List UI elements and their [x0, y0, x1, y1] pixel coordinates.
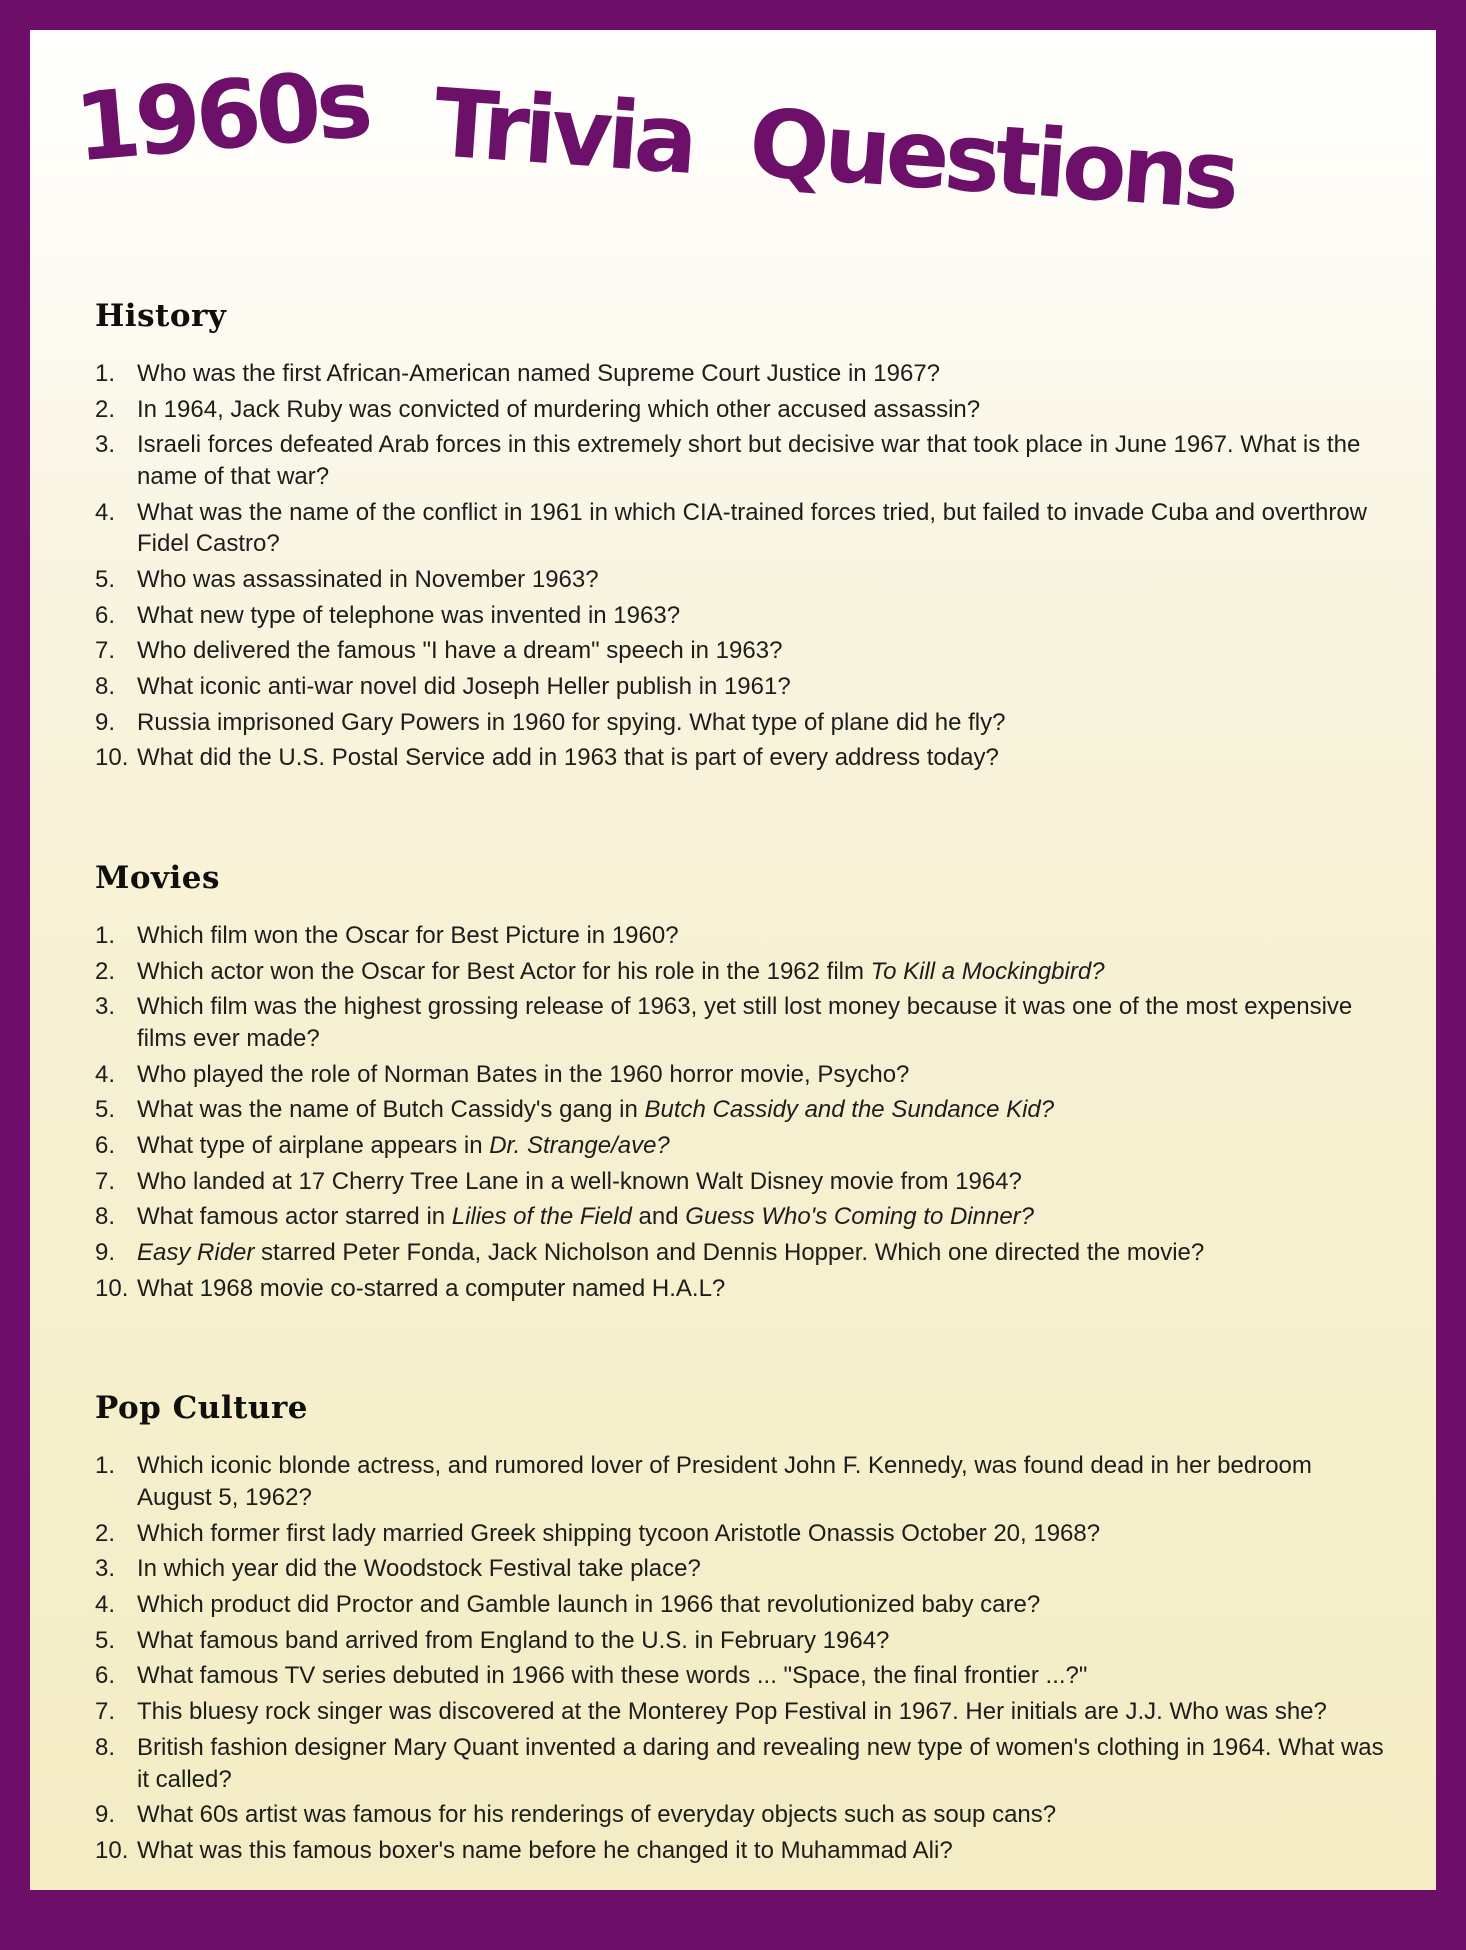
question-number: 1. [95, 1452, 116, 1480]
section-heading: History [95, 298, 227, 334]
question-item [95, 1518, 1390, 1550]
question-item [95, 956, 1390, 988]
question-segment: What famous band arrived from England to the U.S. in February 1964? [137, 1626, 890, 1654]
page-title [70, 49, 1390, 240]
question-segment-italic: Lilies of the Field [451, 1203, 632, 1231]
question-number: 9. [95, 708, 116, 736]
question-item [95, 1166, 1390, 1198]
question-item [95, 564, 1390, 596]
question-segment: Which actor won the Oscar for Best Actor for his role in the 1962 film [137, 957, 871, 985]
question-segment: What famous actor starred in [137, 1203, 452, 1231]
question-number: 9. [95, 1239, 116, 1267]
section-history [65, 298, 1390, 774]
question-item [95, 358, 1390, 390]
question-number: 10. [95, 744, 129, 772]
section-pop-culture [65, 1390, 1390, 1866]
question-text [137, 637, 782, 664]
question-text [137, 958, 1105, 985]
section-movies [65, 860, 1390, 1304]
question-item [95, 991, 1390, 1054]
question-number: 8. [95, 1733, 116, 1761]
question-list [65, 920, 1390, 1304]
question-segment: Who was assassinated in November 1963? [137, 566, 599, 594]
question-segment: Israeli forces defeated Arab forces in this extremely short but decisive war that took place in June 1967. What is the name of that war? [137, 431, 1361, 491]
question-text [137, 709, 1005, 736]
question-number: 6. [95, 1132, 116, 1160]
question-number: 3. [95, 993, 116, 1021]
question-text [137, 360, 940, 387]
question-segment: starred Peter Fonda, Jack Nicholson and Dennis Hopper. Which one directed the movie? [254, 1239, 1205, 1267]
question-text [137, 993, 1352, 1052]
question-number: 7. [95, 637, 116, 665]
question-text [137, 744, 999, 771]
question-segment: What new type of telephone was invented in 1963? [137, 601, 681, 629]
question-segment: What famous TV series debuted in 1966 with these words ... "Space, the final frontier ...?" [137, 1662, 1088, 1690]
question-segment: Who landed at 17 Cherry Tree Lane in a well-known Walt Disney movie from 1964? [137, 1167, 1022, 1195]
question-text [137, 1734, 1384, 1793]
question-segment: and [631, 1203, 686, 1231]
question-item [95, 1237, 1390, 1269]
question-text [137, 499, 1367, 558]
question-item [95, 1273, 1390, 1305]
question-text [137, 1698, 1327, 1725]
question-segment: In which year did the Woodstock Festival take place? [137, 1555, 701, 1583]
question-item [95, 1660, 1390, 1692]
question-segment: What did the U.S. Postal Service add in 1963 that is part of every address today? [137, 744, 999, 772]
question-number: 7. [95, 1698, 116, 1726]
question-number: 8. [95, 1203, 116, 1231]
question-item [95, 707, 1390, 739]
question-item [95, 1696, 1390, 1728]
section-heading: Movies [95, 860, 220, 897]
question-item [95, 1059, 1390, 1091]
question-item [95, 1094, 1390, 1126]
title-word-1960s: 1960s [70, 49, 372, 184]
question-text [137, 1662, 1087, 1689]
question-number: 2. [95, 957, 116, 985]
question-segment: Who delivered the famous "I have a dream" speech in 1963? [137, 637, 783, 665]
question-item [95, 429, 1390, 492]
question-number: 4. [95, 1060, 116, 1088]
question-segment: Russia imprisoned Gary Powers in 1960 for spying. What type of plane did he fly? [137, 708, 1006, 736]
question-item [95, 497, 1390, 560]
question-number: 9. [95, 1801, 116, 1829]
question-text [137, 1837, 953, 1864]
question-text [137, 1627, 889, 1654]
question-item [95, 671, 1390, 703]
question-number: 1. [95, 360, 116, 387]
question-text [137, 1275, 725, 1302]
question-text [137, 1591, 1040, 1618]
question-item [95, 1835, 1390, 1867]
question-item [95, 1625, 1390, 1657]
question-item [95, 920, 1390, 952]
question-text [137, 1801, 1056, 1828]
question-text [137, 1061, 909, 1088]
question-number: 6. [95, 601, 116, 629]
question-item [95, 1553, 1390, 1585]
question-segment: What was this famous boxer's name before he changed it to Muhammad Ali? [137, 1836, 953, 1864]
question-segment-italic: To Kill a Mockingbird? [870, 957, 1105, 985]
question-segment: Who was the first African-American named Supreme Court Justice in 1967? [137, 360, 941, 387]
question-number: 2. [95, 395, 116, 423]
question-number: 4. [95, 498, 116, 526]
question-text [137, 1452, 1312, 1511]
question-number: 5. [95, 1626, 116, 1654]
question-number: 3. [95, 431, 116, 459]
question-list [65, 1450, 1390, 1866]
question-item [95, 1799, 1390, 1831]
question-segment: What type of airplane appears in [137, 1132, 490, 1160]
question-number: 10. [95, 1274, 129, 1302]
question-number: 3. [95, 1555, 116, 1583]
question-segment: Which former first lady married Greek shipping tycoon Aristotle Onassis October 20, 1968? [137, 1519, 1101, 1547]
question-list [65, 358, 1390, 774]
question-segment-italic: Butch Cassidy and the Sundance Kid? [644, 1096, 1055, 1124]
question-segment-italic: Easy Rider [137, 1239, 255, 1267]
question-segment: Which product did Proctor and Gamble launch in 1966 that revolutionized baby care? [137, 1591, 1041, 1619]
question-number: 5. [95, 1096, 116, 1124]
question-text [137, 922, 679, 949]
question-segment: British fashion designer Mary Quant invented a daring and revealing new type of women's clothing in 1964. What was it called? [137, 1733, 1384, 1793]
question-segment: Which iconic blonde actress, and rumored lover of President John F. Kennedy, was found dead in her bedroom August 5, 1962? [137, 1452, 1312, 1512]
question-item [95, 600, 1390, 632]
question-number: 7. [95, 1167, 116, 1195]
question-segment: What iconic anti-war novel did Joseph Heller publish in 1961? [137, 673, 791, 701]
title-word-questions: Questions [746, 89, 1239, 232]
question-segment: Which film won the Oscar for Best Picture in 1960? [137, 922, 679, 950]
question-number: 4. [95, 1591, 116, 1619]
question-text [137, 1239, 1204, 1266]
question-text [137, 1132, 670, 1159]
title-word-trivia: Trivia [430, 69, 698, 196]
question-number: 10. [95, 1836, 129, 1864]
question-text [137, 673, 791, 700]
question-segment: Which film was the highest grossing release of 1963, yet still lost money because it was one of the most expensive films ever made? [137, 993, 1353, 1053]
question-item [95, 1201, 1390, 1233]
question-item [95, 1130, 1390, 1162]
question-text [137, 1096, 1054, 1123]
question-text [137, 566, 599, 593]
question-segment: Who played the role of Norman Bates in the 1960 horror movie, Psycho? [137, 1060, 910, 1088]
question-item [95, 394, 1390, 426]
question-text [137, 1168, 1022, 1195]
trivia-sheet-page [30, 30, 1436, 1890]
question-item [95, 1732, 1390, 1795]
question-segment: What 1968 movie co-starred a computer named H.A.L? [137, 1274, 726, 1302]
question-item [95, 1589, 1390, 1621]
question-text [137, 602, 680, 629]
question-number: 8. [95, 673, 116, 701]
question-number: 6. [95, 1662, 116, 1690]
question-segment: What was the name of Butch Cassidy's gang in [137, 1096, 645, 1124]
question-text [137, 1555, 701, 1582]
question-segment: What 60s artist was famous for his renderings of everyday objects such as soup cans? [137, 1801, 1057, 1829]
question-item [95, 1450, 1390, 1513]
question-segment: What was the name of the conflict in 1961 in which CIA-trained forces tried, but failed to invade Cuba and overthrow Fidel Castro? [137, 498, 1367, 558]
question-item [95, 635, 1390, 667]
question-text [137, 431, 1360, 490]
question-text [137, 1520, 1100, 1547]
question-segment-italic: Guess Who's Coming to Dinner? [685, 1203, 1035, 1231]
sections-container [65, 298, 1390, 1867]
question-segment-italic: Dr. Strange/ave? [489, 1132, 670, 1160]
question-text [137, 396, 980, 423]
question-number: 2. [95, 1519, 116, 1547]
question-number: 1. [95, 922, 116, 950]
question-number: 5. [95, 566, 116, 594]
section-heading: Pop Culture [95, 1390, 309, 1427]
question-segment: In 1964, Jack Ruby was convicted of murdering which other accused assassin? [137, 395, 981, 423]
question-segment: This bluesy rock singer was discovered at the Monterey Pop Festival in 1967. Her initials are J.J. Who was she? [137, 1698, 1327, 1726]
question-text [137, 1203, 1034, 1230]
question-item [95, 742, 1390, 774]
